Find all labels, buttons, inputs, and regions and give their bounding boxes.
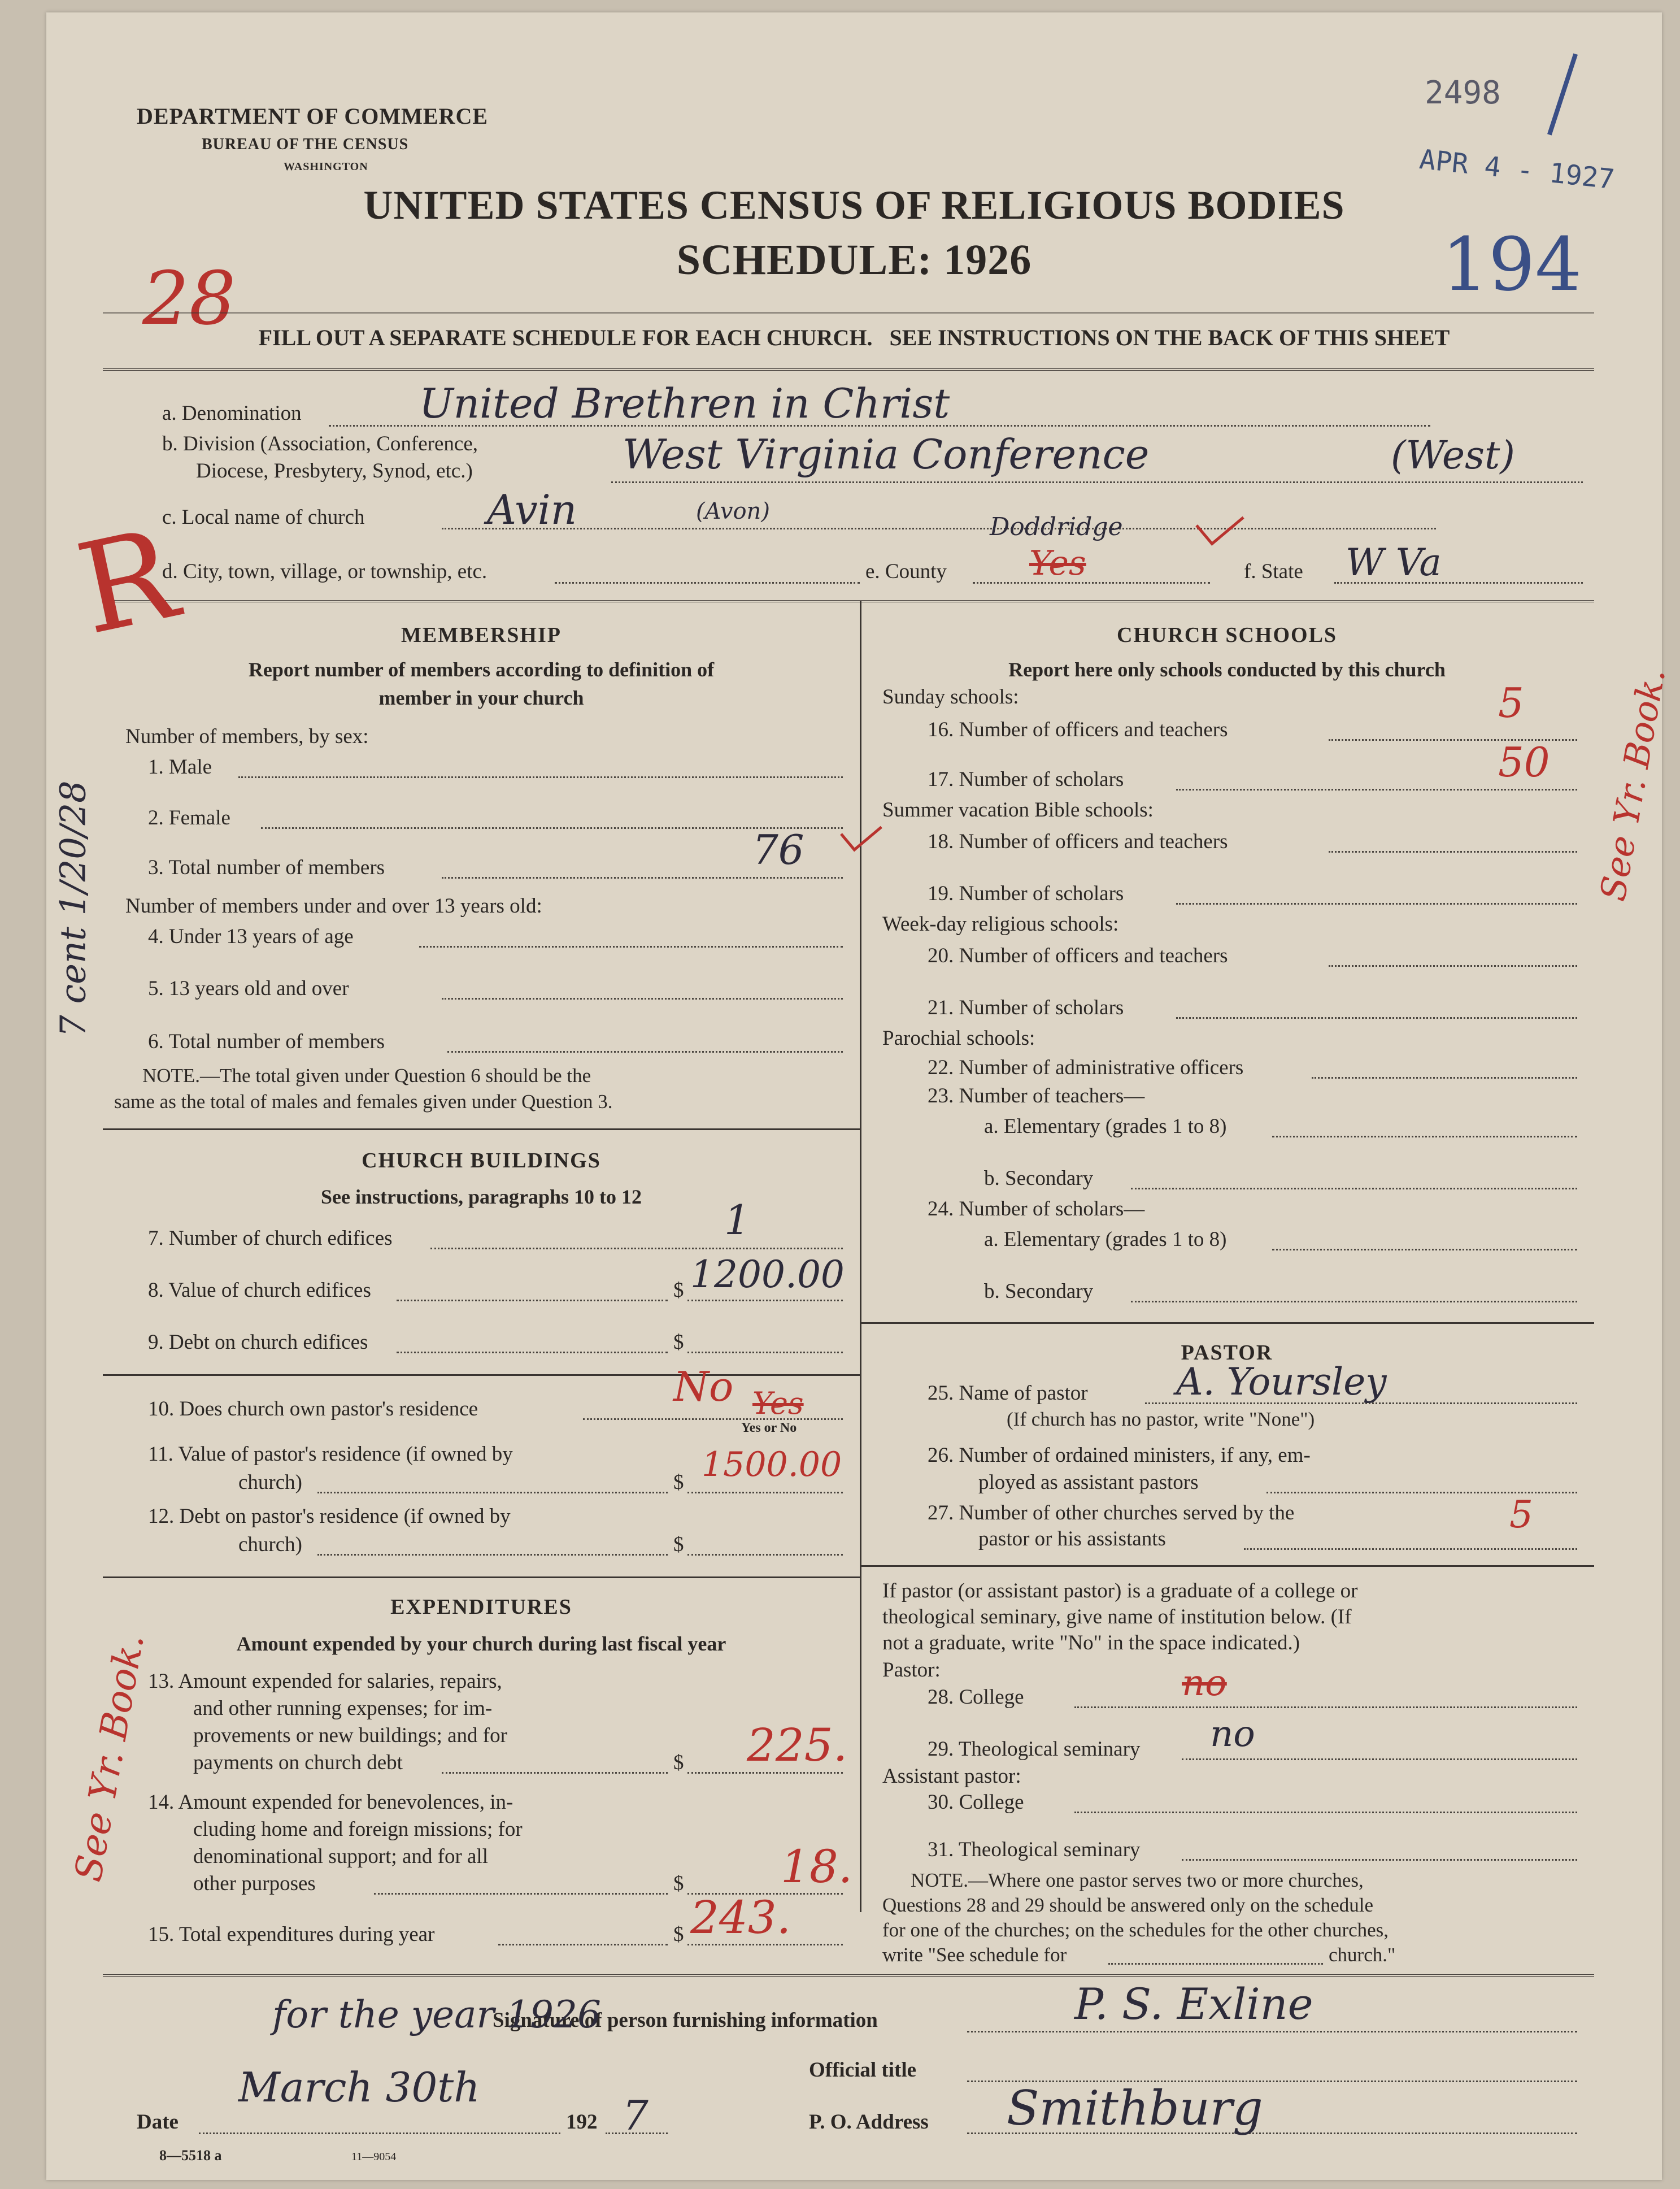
red-number: 28 xyxy=(142,255,236,341)
schedule-title: SCHEDULE: 1926 xyxy=(676,236,1032,284)
state-value[interactable]: W Va xyxy=(1346,541,1442,584)
expenditures-subtitle: Amount expended by your church during last fiscal year xyxy=(236,1632,726,1655)
print-number: 11—9054 xyxy=(351,2151,397,2163)
q1-male-label: 1. Male xyxy=(148,755,212,779)
q11-label-1: 11. Value of pastor's residence (if owned by xyxy=(148,1443,513,1466)
q12-amount-line xyxy=(687,1554,843,1556)
q9-debt-line xyxy=(397,1352,668,1353)
q17-value[interactable]: 50 xyxy=(1498,739,1550,786)
sunday-schools-label: Sunday schools: xyxy=(882,685,1019,709)
q11-value[interactable]: 1500.00 xyxy=(702,1445,842,1484)
pastor-note-3: for one of the churches; on the schedules for the other churches, xyxy=(882,1919,1389,1941)
graduate-note-1: If pastor (or assistant pastor) is a graduate of a college or xyxy=(882,1579,1358,1602)
weekday-schools-label: Week-day religious schools: xyxy=(882,913,1119,936)
q12-line xyxy=(317,1554,668,1556)
schools-rule xyxy=(860,1322,1594,1324)
membership-note-1: NOTE.—The total given under Question 6 should be the xyxy=(142,1065,591,1087)
q21-line xyxy=(1176,1017,1577,1019)
q22-line xyxy=(1312,1077,1577,1079)
state-label: f. State xyxy=(1244,560,1303,583)
buildings-mid-rule xyxy=(103,1374,860,1376)
q10-struck-value: Yes xyxy=(752,1386,804,1421)
q25-note: (If church has no pastor, write "None") xyxy=(1007,1408,1315,1430)
pastor-note-4a: write "See schedule for xyxy=(882,1944,1067,1966)
q6-total-line xyxy=(447,1051,843,1053)
q24b-label: b. Secondary xyxy=(984,1280,1094,1303)
pastor-note-1: NOTE.—Where one pastor serves two or more churches, xyxy=(911,1869,1364,1891)
q4-under13-label: 4. Under 13 years of age xyxy=(148,925,354,948)
q4-under13-line xyxy=(419,946,843,948)
margin-left-bottom-note: See Yr. Book. xyxy=(66,1630,153,1885)
pastor-note-4b: church." xyxy=(1329,1944,1396,1966)
membership-subtitle-2: member in your church xyxy=(378,687,584,709)
q27-label-1: 27. Number of other churches served by the xyxy=(928,1501,1295,1525)
denomination-value[interactable]: United Brethren in Christ xyxy=(419,380,950,427)
q14-label-2: cluding home and foreign missions; for xyxy=(193,1818,523,1841)
q10-residence-label: 10. Does church own pastor's residence xyxy=(148,1397,478,1421)
q9-dollar-sign: $ xyxy=(673,1331,684,1354)
q27-label-2: pastor or his assistants xyxy=(978,1527,1166,1550)
date-label: Date xyxy=(137,2110,179,2134)
q6-total-label: 6. Total number of members xyxy=(148,1030,385,1053)
q23-label: 23. Number of teachers— xyxy=(928,1084,1145,1107)
q14-line xyxy=(374,1893,668,1895)
q25-label: 25. Name of pastor xyxy=(928,1382,1088,1405)
q14-label-4: other purposes xyxy=(193,1872,316,1895)
city-town-line xyxy=(555,582,860,584)
membership-rule xyxy=(103,1128,860,1130)
q7-edifices-label: 7. Number of church edifices xyxy=(148,1227,393,1250)
form-instruction: FILL OUT A SEPARATE SCHEDULE FOR EACH CHURCH. SEE INSTRUCTIONS ON THE BACK OF THIS SHEET xyxy=(258,325,1450,350)
q28-line xyxy=(1074,1706,1577,1708)
official-title-label: Official title xyxy=(809,2058,917,2082)
pastor-sub-label: Pastor: xyxy=(882,1658,941,1682)
q17-line xyxy=(1176,789,1577,791)
county-struck-value: Yes xyxy=(1029,544,1086,583)
q3-total-label: 3. Total number of members xyxy=(148,856,385,879)
q23b-line xyxy=(1131,1188,1577,1189)
q7-edifices-value[interactable]: 1 xyxy=(724,1196,750,1244)
division-label-2: Diocese, Presbytery, Synod, etc.) xyxy=(196,459,473,483)
form-number: 8—5518 a xyxy=(159,2147,222,2164)
q8-value[interactable]: 1200.00 xyxy=(690,1253,845,1296)
q24-label: 24. Number of scholars— xyxy=(928,1197,1145,1221)
q30-line xyxy=(1074,1812,1577,1813)
q14-label-3: denominational support; and for all xyxy=(193,1845,488,1868)
signature-value[interactable]: P. S. Exline xyxy=(1074,1979,1313,2029)
q11-label-2: church) xyxy=(238,1471,302,1494)
county-value[interactable]: Doddridge xyxy=(990,512,1123,541)
date-value[interactable]: March 30th xyxy=(238,2064,480,2111)
membership-subtitle-1: Report number of members according to definition of xyxy=(248,658,715,681)
q8-dollar-sign: $ xyxy=(673,1279,684,1302)
signature-line xyxy=(967,2031,1577,2032)
parochial-schools-label: Parochial schools: xyxy=(882,1027,1035,1050)
q21-label: 21. Number of scholars xyxy=(928,996,1124,1019)
pastor-mid-rule xyxy=(860,1565,1594,1567)
local-name-label: c. Local name of church xyxy=(162,506,365,529)
local-name-annotation: (Avon) xyxy=(696,498,770,524)
q7-edifices-line xyxy=(430,1248,843,1249)
q14-dollar-sign: $ xyxy=(673,1872,684,1895)
q13-line xyxy=(442,1772,668,1774)
q5-over13-line xyxy=(442,998,843,1000)
census-form-sheet xyxy=(46,12,1674,2180)
q11-amount-line xyxy=(687,1492,843,1493)
q23b-label: b. Secondary xyxy=(984,1167,1094,1190)
division-label-1: b. Division (Association, Conference, xyxy=(162,432,478,455)
q10-residence-line xyxy=(583,1418,843,1420)
q28-value[interactable]: no xyxy=(1182,1662,1227,1704)
q27-line xyxy=(1244,1548,1577,1550)
q27-value[interactable]: 5 xyxy=(1509,1493,1533,1536)
margin-red-r: R xyxy=(66,501,188,663)
q10-residence-value[interactable]: No xyxy=(673,1363,734,1410)
graduate-note-3: not a graduate, write "No" in the space indicated.) xyxy=(882,1631,1300,1654)
q25-value[interactable]: A. Yoursley xyxy=(1176,1360,1387,1404)
members-by-age-label: Number of members under and over 13 years old: xyxy=(125,894,542,918)
file-number: 194 xyxy=(1442,221,1582,307)
membership-note-2: same as the total of males and females given under Question 3. xyxy=(114,1091,613,1113)
q9-amount-line xyxy=(687,1352,843,1353)
graduate-note-2: theological seminary, give name of institution below. (If xyxy=(882,1605,1352,1628)
buildings-subtitle: See instructions, paragraphs 10 to 12 xyxy=(320,1185,642,1208)
q19-line xyxy=(1176,903,1577,905)
q9-debt-label: 9. Debt on church edifices xyxy=(148,1331,368,1354)
q29-value[interactable]: no xyxy=(1210,1713,1255,1755)
margin-left-vertical-note: 7 cent 1/20/28 xyxy=(52,780,94,1037)
q24a-line xyxy=(1272,1249,1577,1250)
q3-total-line xyxy=(442,877,843,879)
date-line xyxy=(199,2132,560,2134)
bureau-label: BUREAU OF THE CENSUS xyxy=(202,136,409,153)
form-title: UNITED STATES CENSUS OF RELIGIOUS BODIES xyxy=(363,183,1345,228)
number-stamp: 2498 xyxy=(1425,75,1501,111)
pastor-heading: PASTOR xyxy=(1181,1341,1273,1365)
q13-value[interactable]: 225. xyxy=(747,1719,848,1771)
q18-label: 18. Number of officers and teachers xyxy=(928,830,1228,853)
q24a-label: a. Elementary (grades 1 to 8) xyxy=(984,1228,1227,1251)
q15-line xyxy=(498,1944,668,1945)
q29-label: 29. Theological seminary xyxy=(928,1738,1141,1761)
q20-label: 20. Number of officers and teachers xyxy=(928,944,1228,967)
q22-label: 22. Number of administrative officers xyxy=(928,1056,1244,1079)
column-divider xyxy=(860,601,861,1912)
yes-or-no-caption: Yes or No xyxy=(741,1421,797,1435)
q12-label-2: church) xyxy=(238,1533,302,1556)
q13-dollar-sign: $ xyxy=(673,1751,684,1774)
department-label: DEPARTMENT OF COMMERCE xyxy=(137,103,489,129)
q3-total-value[interactable]: 76 xyxy=(752,826,804,874)
pastor-note-line xyxy=(1108,1963,1323,1965)
q15-dollar-sign: $ xyxy=(673,1923,684,1946)
city-label: WASHINGTON xyxy=(284,160,368,173)
division-value[interactable]: West Virginia Conference xyxy=(623,431,1150,478)
q13-label-2: and other running expenses; for im- xyxy=(193,1697,493,1720)
q11-dollar-sign: $ xyxy=(673,1471,684,1494)
q12-dollar-sign: $ xyxy=(673,1533,684,1556)
q23a-line xyxy=(1272,1136,1577,1137)
q19-label: 19. Number of scholars xyxy=(928,882,1124,905)
q18-line xyxy=(1329,851,1577,853)
date-received-stamp: APR 4 - 1927 xyxy=(1418,144,1616,196)
q30-label: 30. College xyxy=(928,1791,1024,1814)
q26-label-1: 26. Number of ordained ministers, if any, em- xyxy=(928,1444,1311,1467)
summer-schools-label: Summer vacation Bible schools: xyxy=(882,798,1154,822)
year-suffix[interactable]: 7 xyxy=(623,2092,649,2139)
q8-amount-line xyxy=(687,1300,843,1301)
q15-value[interactable]: 243. xyxy=(690,1891,791,1944)
year-prefix: 192 xyxy=(566,2110,598,2134)
q11-line xyxy=(317,1492,668,1493)
q28-label: 28. College xyxy=(928,1686,1024,1709)
q16-value[interactable]: 5 xyxy=(1498,679,1524,727)
q13-label-1: 13. Amount expended for salaries, repairs, xyxy=(148,1670,502,1693)
q15-label: 15. Total expenditures during year xyxy=(148,1923,435,1946)
membership-heading: MEMBERSHIP xyxy=(401,623,562,647)
year-note: for the year 1926 xyxy=(272,1993,601,2036)
county-label: e. County xyxy=(865,560,947,583)
local-name-line xyxy=(442,528,1436,529)
q13-label-3: provements or new buildings; and for xyxy=(193,1724,507,1747)
county-line xyxy=(973,582,1210,584)
po-address-value[interactable]: Smithburg xyxy=(1007,2081,1263,2136)
denomination-label: a. Denomination xyxy=(162,402,302,425)
q8-value-label: 8. Value of church edifices xyxy=(148,1279,371,1302)
local-name-value[interactable]: Avin xyxy=(487,486,577,533)
q1-male-line xyxy=(238,776,843,778)
pastor-note-2: Questions 28 and 29 should be answered only on the schedule xyxy=(882,1894,1374,1916)
q16-label: 16. Number of officers and teachers xyxy=(928,718,1228,741)
q5-over13-label: 5. 13 years old and over xyxy=(148,977,349,1000)
margin-right-vertical-note: See Yr. Book. xyxy=(1592,665,1674,904)
body-bottom-rule xyxy=(103,1974,1594,1977)
buildings-heading: CHURCH BUILDINGS xyxy=(362,1149,601,1172)
members-by-sex-label: Number of members, by sex: xyxy=(125,725,369,748)
q23a-label: a. Elementary (grades 1 to 8) xyxy=(984,1115,1227,1138)
division-line xyxy=(611,481,1583,483)
q31-label: 31. Theological seminary xyxy=(928,1838,1141,1861)
q13-label-4: payments on church debt xyxy=(193,1751,403,1774)
identification-rule xyxy=(103,600,1594,602)
po-address-label: P. O. Address xyxy=(809,2110,929,2134)
q8-value-line xyxy=(397,1300,668,1301)
schools-subtitle: Report here only schools conducted by this church xyxy=(1008,658,1446,681)
header-rule xyxy=(103,312,1594,314)
signature-label: Signature of person furnishing information xyxy=(493,2009,878,2032)
q15-amount-line xyxy=(687,1944,843,1945)
q31-line xyxy=(1182,1859,1577,1861)
q26-label-2: ployed as assistant pastors xyxy=(978,1471,1199,1494)
city-town-label: d. City, town, village, or township, etc. xyxy=(162,560,488,583)
assistant-pastor-label: Assistant pastor: xyxy=(882,1765,1021,1788)
q20-line xyxy=(1329,965,1577,967)
q29-line xyxy=(1182,1758,1577,1760)
expenditures-heading: EXPENDITURES xyxy=(390,1595,572,1619)
division-annotation: (West) xyxy=(1391,433,1515,478)
q24b-line xyxy=(1131,1301,1577,1302)
q13-amount-line xyxy=(687,1772,843,1774)
q12-label-1: 12. Debt on pastor's residence (if owned by xyxy=(148,1505,511,1528)
schools-heading: CHURCH SCHOOLS xyxy=(1116,623,1338,647)
q14-value[interactable]: 18. xyxy=(781,1840,853,1893)
instruction-rule xyxy=(103,368,1594,371)
q14-label-1: 14. Amount expended for benevolences, in- xyxy=(148,1791,513,1814)
buildings-rule xyxy=(103,1576,860,1578)
q2-female-label: 2. Female xyxy=(148,806,230,829)
q17-label: 17. Number of scholars xyxy=(928,768,1124,791)
